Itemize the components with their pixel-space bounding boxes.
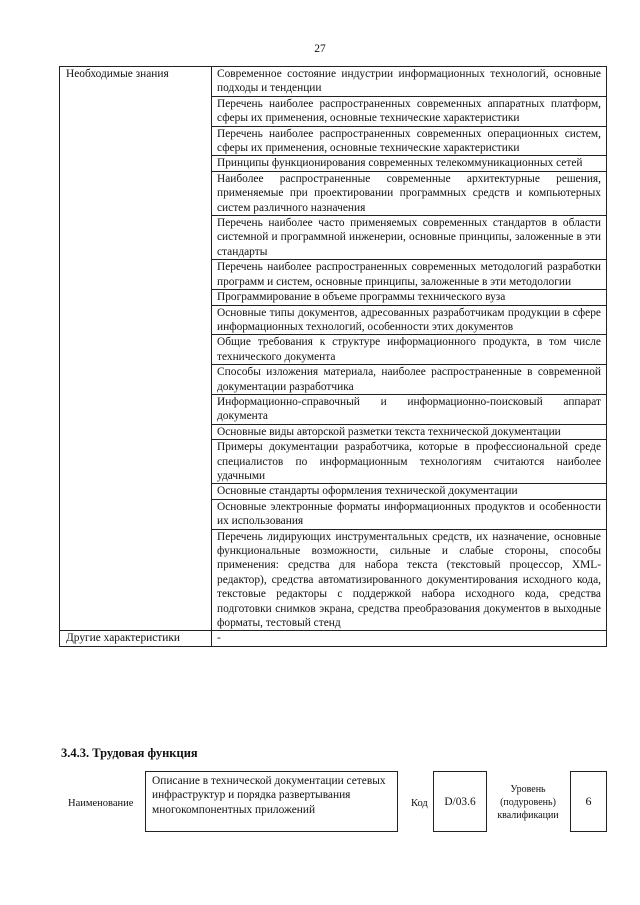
table-row <box>60 67 607 97</box>
name-label: Наименование <box>68 798 134 809</box>
level-label: Уровень (подуровень) квалификации <box>497 784 559 821</box>
row-item: Перечень наиболее распространенных современных аппаратных платформ, сферы их применения, основные технические характеристики <box>212 96 607 126</box>
row-item: - <box>212 631 607 646</box>
row-item: Основные типы документов, адресованных разработчикам продукции в сфере информационных технологий, особенности этих документов <box>212 305 607 335</box>
row-item: Перечень наиболее распространенных современных операционных систем, сферы их применения, основные технические характеристики <box>212 126 607 156</box>
row-item: Способы изложения материала, наиболее распространенные в современной документации разработчика <box>212 365 607 395</box>
row-item: Примеры документации разработчика, которые в профессиональной среде специалистов по информационным технологиям считаются наиболее удачными <box>212 440 607 484</box>
row-item: Программирование в объеме программы технического вуза <box>212 290 607 305</box>
level-value: 6 <box>570 771 607 832</box>
row-item: Современное состояние индустрии информационных технологий, основные подходы и тенденции <box>212 67 607 97</box>
row-label: Необходимые знания <box>60 67 212 631</box>
row-item: Наиболее распространенные современные архитектурные решения, применяемые при проектировании программных средств и компьютерных систем различного назначения <box>212 171 607 215</box>
name-value: Описание в технической документации сетевых инфраструктур и порядка развертывания многокомпонентных приложений <box>145 771 398 832</box>
row-item: Основные стандарты оформления технической документации <box>212 484 607 499</box>
row-item: Перечень наиболее часто применяемых современных стандартов в области системной и программной инженерии, основные принципы, заложенные в эти стандарты <box>212 216 607 260</box>
row-item: Перечень лидирующих инструментальных средств, их назначение, основные функциональные возможности, сильные и слабые стороны, способы применения: средства для набора текста (текстовый процессор, XML-редактор), средства автоматизированного документирования исходного кода, текстовые редакторы с поддержкой набора исходного кода, средства подготовки снимков экрана, средства преобразования документов в выходные форматы, тестовый стенд <box>212 529 607 631</box>
row-item: Общие требования к структуре информационного продукта, в том числе технического документа <box>212 335 607 365</box>
row-label: Другие характеристики <box>60 631 212 646</box>
row-item: Основные виды авторской разметки текста технической документации <box>212 424 607 439</box>
code-value: D/03.6 <box>433 771 487 832</box>
page-number: 27 <box>314 43 326 55</box>
knowledge-table <box>59 66 607 647</box>
row-item: Принципы функционирования современных телекоммуникационных сетей <box>212 156 607 171</box>
section-heading: 3.4.3. Трудовая функция <box>61 746 198 760</box>
row-item: Информационно-справочный и информационно-поисковый аппарат документа <box>212 394 607 424</box>
code-label: Код <box>411 798 428 809</box>
row-item: Основные электронные форматы информационных продуктов и особенности их использования <box>212 499 607 529</box>
table-row <box>60 631 607 646</box>
row-item: Перечень наиболее распространенных современных методологий разработки программ и систем, основные принципы, заложенные в эти методологии <box>212 260 607 290</box>
